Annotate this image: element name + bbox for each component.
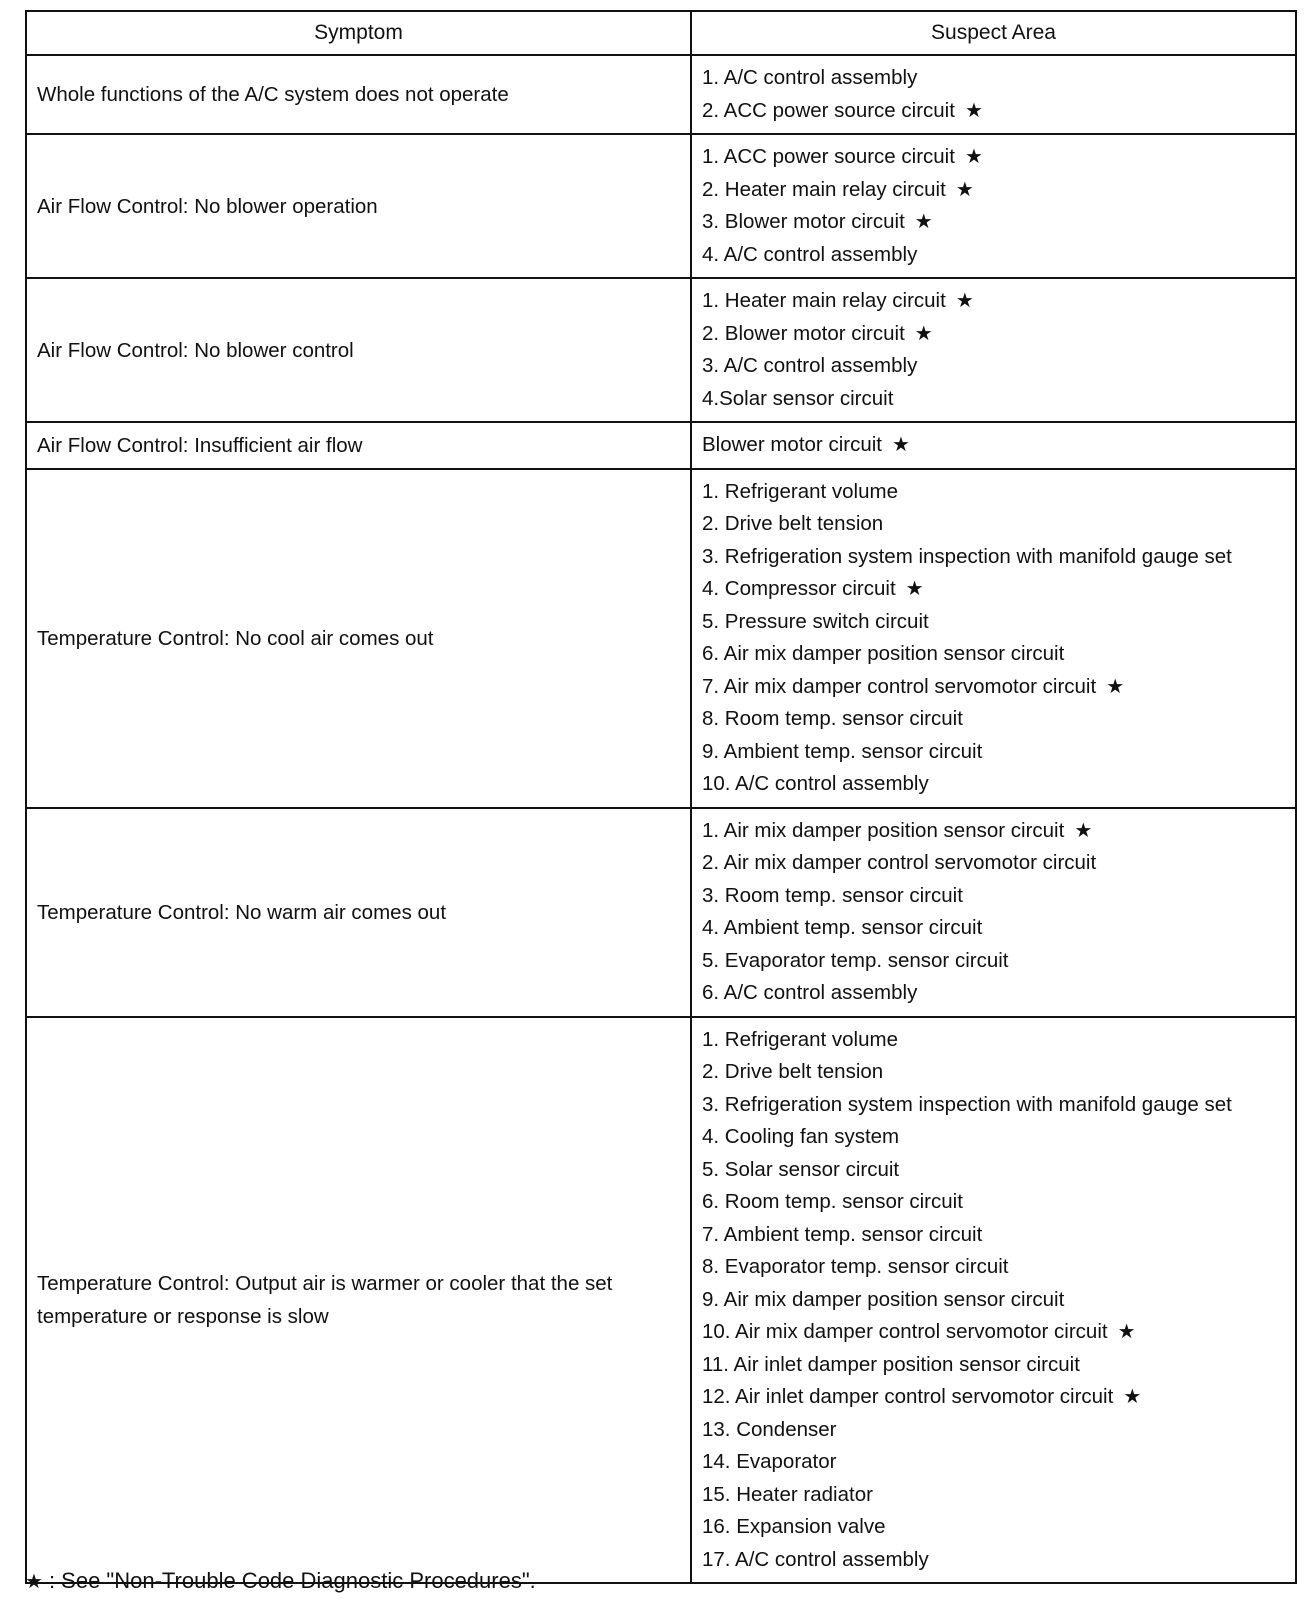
suspect-item-text: 1. Refrigerant volume <box>702 1027 898 1051</box>
table-header-row <box>26 11 1296 55</box>
suspect-item-text: 3. Blower motor circuit <box>702 210 905 233</box>
suspect-area-cell <box>691 278 1296 422</box>
suspect-item-text: 5. Solar sensor circuit <box>702 1157 900 1181</box>
suspect-item <box>702 62 1287 95</box>
star-icon: ★ <box>1123 1386 1142 1408</box>
suspect-item <box>702 95 1287 128</box>
suspect-item-text: 7. Ambient temp. sensor circuit <box>702 1222 983 1246</box>
suspect-item <box>702 815 1287 848</box>
suspect-item-text: 6. Air mix damper position sensor circuit <box>702 642 1065 665</box>
star-icon: ★ <box>905 578 924 600</box>
star-icon: ★ <box>955 178 974 201</box>
suspect-item <box>702 350 1287 383</box>
suspect-area-cell <box>691 55 1296 134</box>
table-row <box>26 134 1296 278</box>
suspect-item <box>702 1056 1287 1089</box>
suspect-item <box>702 429 1287 462</box>
suspect-item-text: 17. A/C control assembly <box>702 1547 929 1571</box>
symptom-cell: Temperature Control: Output air is warmer or cooler that the set temperature or response is slow <box>26 1017 691 1584</box>
symptom-cell: Air Flow Control: No blower operation <box>26 134 691 278</box>
star-icon: ★ <box>892 434 910 456</box>
table-row <box>26 808 1296 1017</box>
suspect-item <box>702 239 1287 272</box>
suspect-item <box>702 1186 1287 1219</box>
suspect-area-cell <box>691 808 1296 1017</box>
suspect-item <box>702 541 1287 574</box>
star-icon: ★ <box>914 211 933 233</box>
suspect-item <box>702 1511 1287 1544</box>
suspect-area-cell <box>691 469 1296 808</box>
suspect-area-column-header: Suspect Area <box>691 11 1296 55</box>
symptom-cell: Air Flow Control: Insufficient air flow <box>26 422 691 469</box>
star-icon: ★ <box>25 1571 43 1593</box>
suspect-area-cell <box>691 134 1296 278</box>
suspect-item <box>702 141 1287 174</box>
suspect-item <box>702 508 1287 541</box>
suspect-item <box>702 573 1287 606</box>
symptom-cell: Temperature Control: No warm air comes out <box>26 808 691 1017</box>
suspect-item-text: 13. Condenser <box>702 1417 837 1441</box>
suspect-item-text: 1. ACC power source circuit <box>702 145 955 168</box>
suspect-item-text: 5. Pressure switch circuit <box>702 609 929 633</box>
suspect-item-text: 10. Air mix damper control servomotor circuit <box>702 1320 1108 1343</box>
suspect-item-text: 10. A/C control assembly <box>702 772 929 795</box>
suspect-item-text: 4. Ambient temp. sensor circuit <box>702 916 983 939</box>
suspect-item <box>702 476 1287 509</box>
diagnostic-table <box>25 10 1297 1584</box>
suspect-item <box>702 1381 1287 1414</box>
suspect-item-text: 8. Room temp. sensor circuit <box>702 707 963 730</box>
table-row <box>26 1017 1296 1584</box>
star-icon: ★ <box>955 290 974 312</box>
suspect-item <box>702 671 1287 704</box>
suspect-item-text: 1. Air mix damper position sensor circuit <box>702 818 1065 842</box>
suspect-item <box>702 1251 1287 1284</box>
suspect-item <box>702 1284 1287 1317</box>
suspect-item <box>702 1446 1287 1479</box>
suspect-item-text: 2. Blower motor circuit <box>702 321 905 345</box>
suspect-item-text: 4.Solar sensor circuit <box>702 386 894 410</box>
suspect-item <box>702 606 1287 639</box>
suspect-item <box>702 1219 1287 1252</box>
suspect-item <box>702 1479 1287 1512</box>
suspect-item <box>702 1544 1287 1577</box>
suspect-item <box>702 383 1287 416</box>
suspect-item <box>702 977 1287 1010</box>
suspect-item <box>702 206 1287 239</box>
symptom-cell: Air Flow Control: No blower control <box>26 278 691 422</box>
suspect-item-text: 9. Air mix damper position sensor circuit <box>702 1287 1065 1311</box>
suspect-item-text: 2. Drive belt tension <box>702 512 884 535</box>
suspect-item <box>702 912 1287 945</box>
star-icon: ★ <box>964 146 983 168</box>
suspect-item <box>702 1414 1287 1447</box>
suspect-item-text: 3. Room temp. sensor circuit <box>702 883 963 907</box>
star-icon: ★ <box>1117 1321 1136 1343</box>
suspect-item-text: 3. A/C control assembly <box>702 354 918 377</box>
suspect-item-text: 12. Air inlet damper control servomotor circuit <box>702 1385 1114 1408</box>
suspect-area-cell <box>691 422 1296 469</box>
suspect-item-text: 11. Air inlet damper position sensor circuit <box>702 1352 1080 1376</box>
suspect-item <box>702 285 1287 318</box>
symptom-cell: Whole functions of the A/C system does not operate <box>26 55 691 134</box>
suspect-item <box>702 880 1287 913</box>
suspect-item-text: 4. Cooling fan system <box>702 1125 900 1148</box>
suspect-item-text: 8. Evaporator temp. sensor circuit <box>702 1255 1009 1278</box>
suspect-item <box>702 1024 1287 1057</box>
suspect-area-cell <box>691 1017 1296 1584</box>
suspect-item-text: 16. Expansion valve <box>702 1515 886 1538</box>
suspect-item <box>702 1349 1287 1382</box>
suspect-item <box>702 736 1287 769</box>
suspect-item <box>702 1121 1287 1154</box>
suspect-item-text: Blower motor circuit <box>702 433 882 456</box>
suspect-item <box>702 945 1287 978</box>
table-row <box>26 469 1296 808</box>
star-icon: ★ <box>1106 675 1125 698</box>
suspect-item-text: 2. Drive belt tension <box>702 1060 884 1083</box>
suspect-item-text: 9. Ambient temp. sensor circuit <box>702 739 983 763</box>
suspect-item-text: 7. Air mix damper control servomotor circuit <box>702 674 1097 698</box>
star-icon: ★ <box>914 322 933 345</box>
star-icon: ★ <box>1074 819 1093 842</box>
suspect-item-text: 6. A/C control assembly <box>702 981 918 1004</box>
symptom-column-header: Symptom <box>26 11 691 55</box>
suspect-item-text: 5. Evaporator temp. sensor circuit <box>702 948 1009 972</box>
suspect-item <box>702 1089 1287 1122</box>
suspect-item-text: 14. Evaporator <box>702 1450 837 1473</box>
suspect-item-text: 4. Compressor circuit <box>702 577 896 600</box>
suspect-item <box>702 1154 1287 1187</box>
star-icon: ★ <box>964 99 983 122</box>
suspect-item <box>702 1316 1287 1349</box>
suspect-item-text: 6. Room temp. sensor circuit <box>702 1190 963 1213</box>
table-row <box>26 278 1296 422</box>
suspect-item-text: 1. A/C control assembly <box>702 66 918 89</box>
footnote <box>25 1568 536 1594</box>
suspect-item-text: 3. Refrigeration system inspection with manifold gauge set <box>702 544 1232 568</box>
table-row <box>26 55 1296 134</box>
suspect-item-text: 2. ACC power source circuit <box>702 98 955 122</box>
suspect-item-text: 15. Heater radiator <box>702 1482 873 1506</box>
suspect-item <box>702 318 1287 351</box>
suspect-item-text: 3. Refrigeration system inspection with manifold gauge set <box>702 1092 1232 1116</box>
suspect-item <box>702 638 1287 671</box>
footnote-text: : See "Non-Trouble Code Diagnostic Procedures". <box>48 1568 536 1593</box>
suspect-item-text: 4. A/C control assembly <box>702 242 918 266</box>
suspect-item <box>702 174 1287 207</box>
suspect-item-text: 1. Refrigerant volume <box>702 479 898 503</box>
suspect-item-text: 1. Heater main relay circuit <box>702 289 946 312</box>
suspect-item <box>702 768 1287 801</box>
suspect-item-text: 2. Heater main relay circuit <box>702 177 946 201</box>
suspect-item <box>702 703 1287 736</box>
table-body <box>26 55 1296 1583</box>
suspect-item <box>702 847 1287 880</box>
symptom-cell: Temperature Control: No cool air comes out <box>26 469 691 808</box>
suspect-item-text: 2. Air mix damper control servomotor circuit <box>702 851 1097 874</box>
table-row <box>26 422 1296 469</box>
